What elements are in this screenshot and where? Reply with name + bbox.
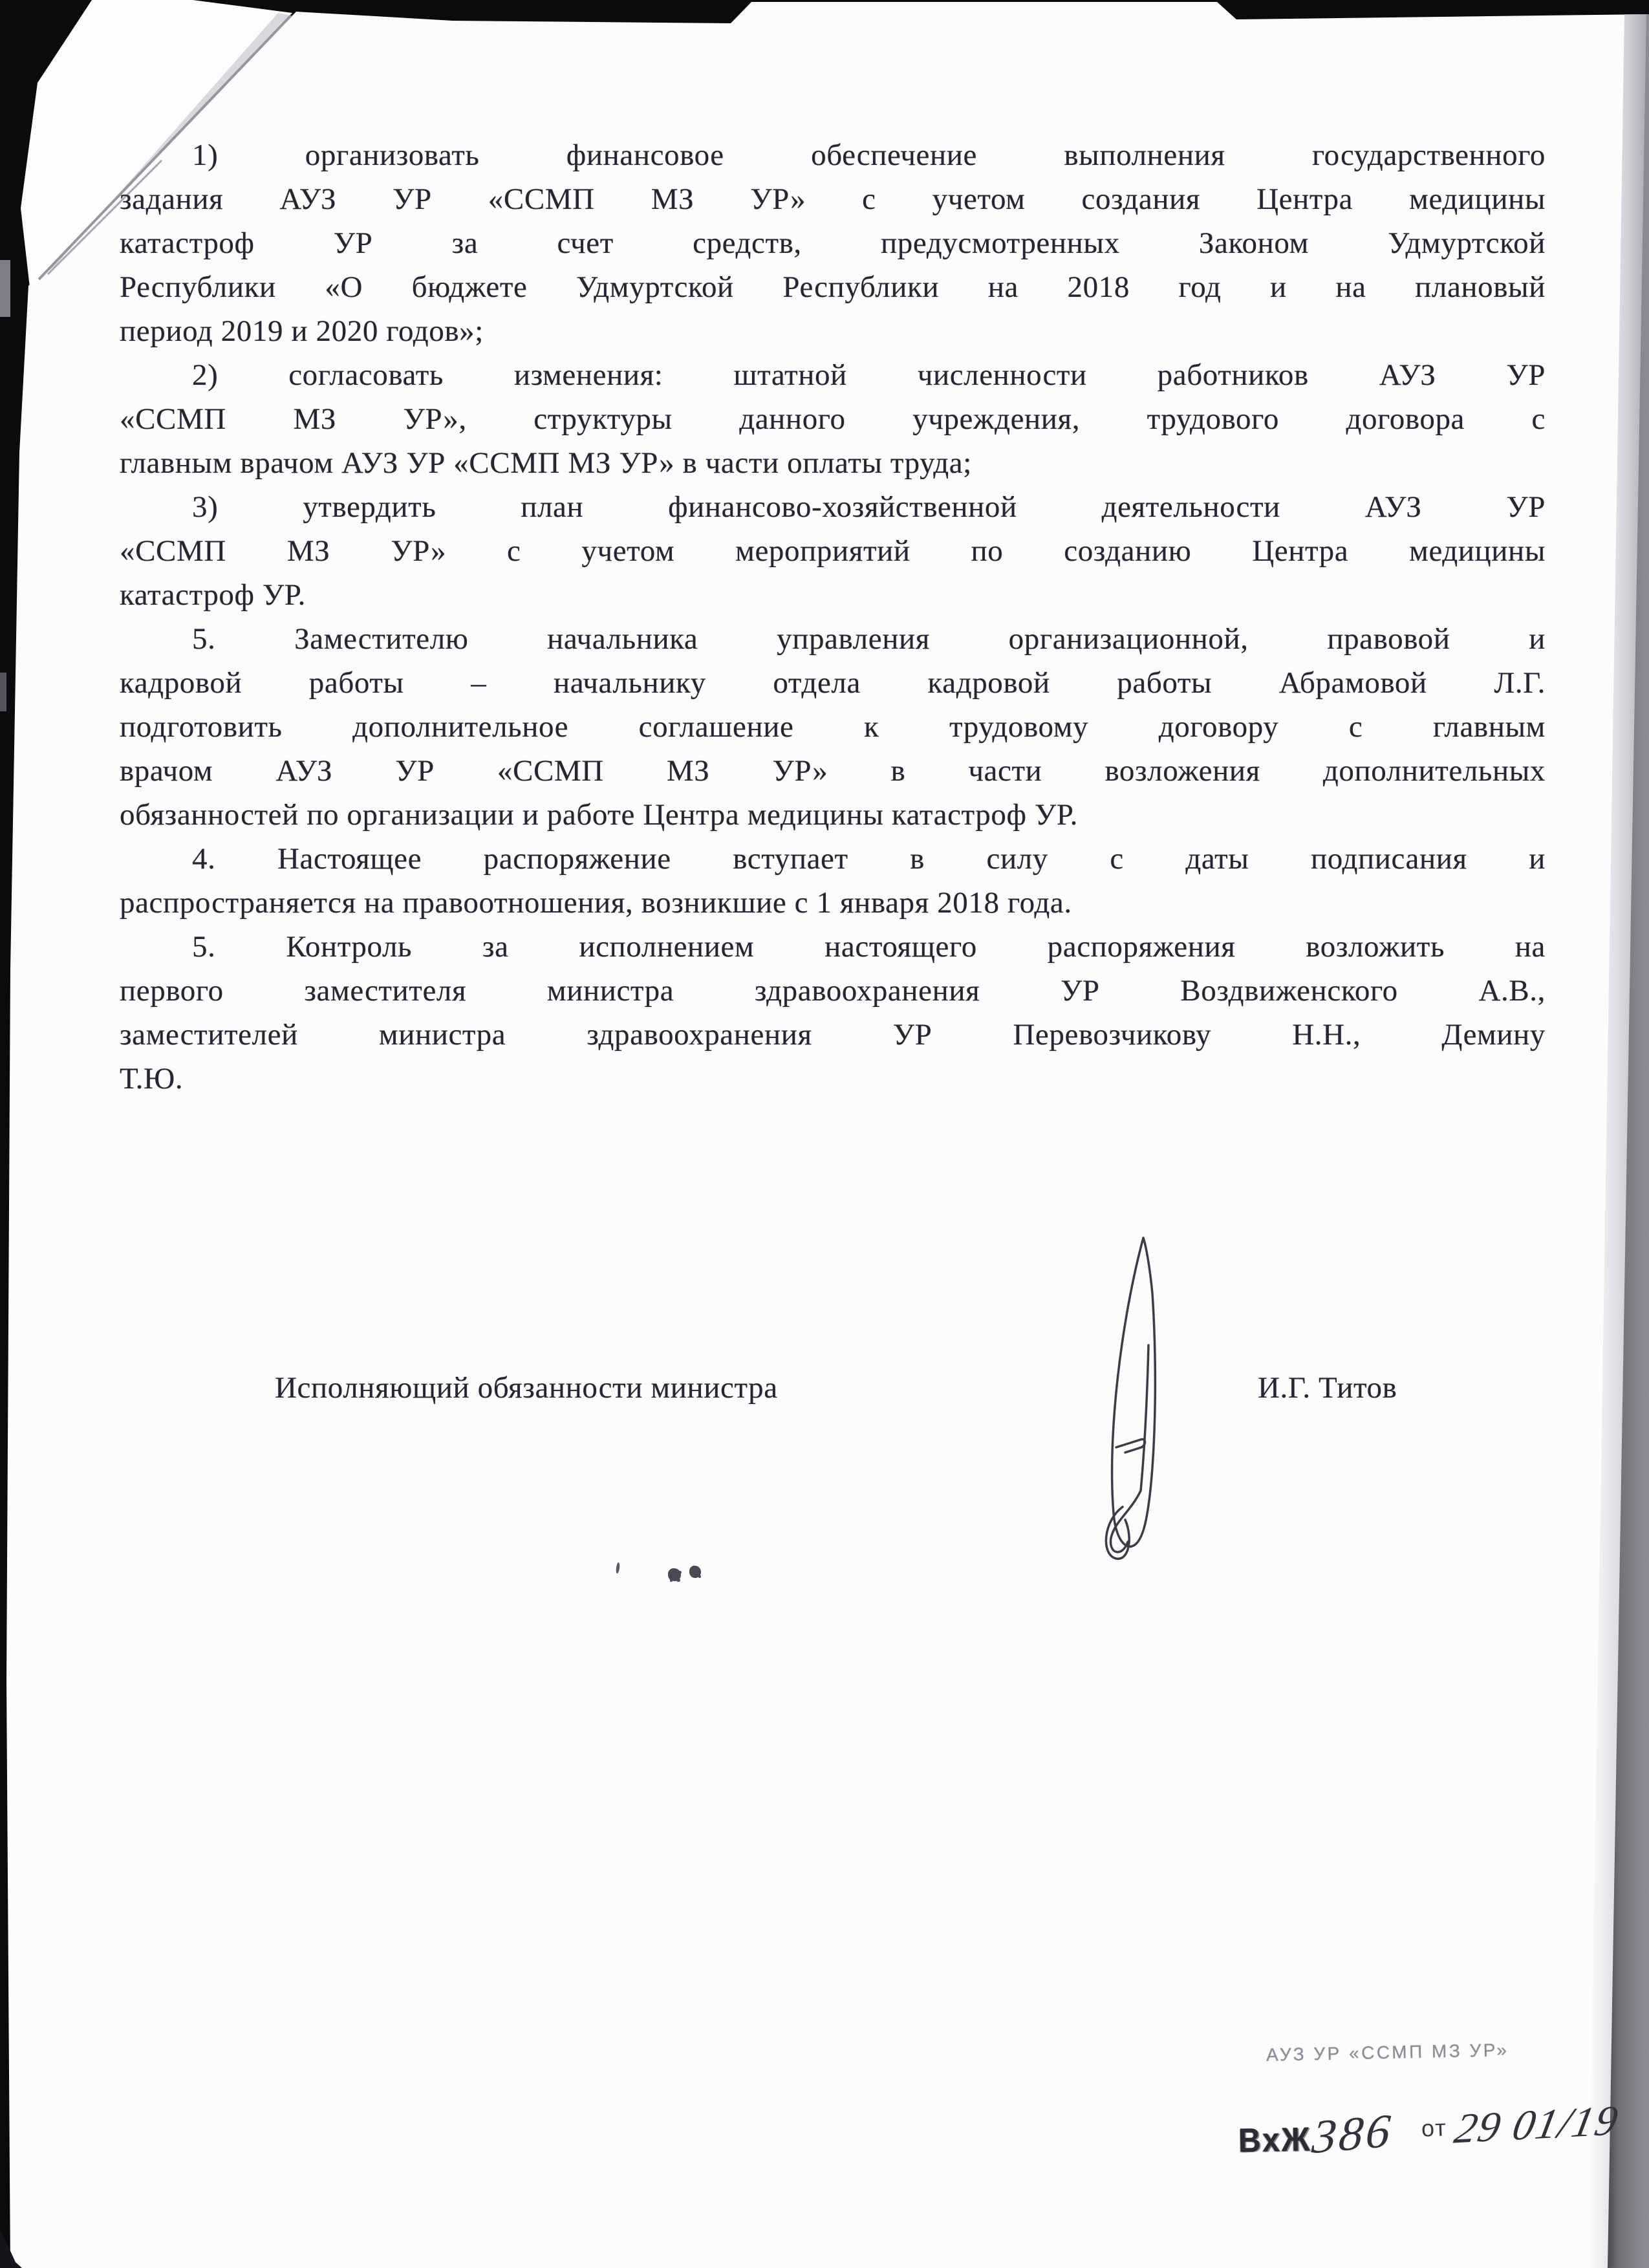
paragraph-line: 2) согласовать изменения: штатной численности работников АУЗ УР bbox=[192, 358, 1546, 392]
stamp-org-line: АУЗ УР «ССМП МЗ УР» bbox=[1266, 2040, 1509, 2065]
signature-stroke bbox=[1116, 1439, 1145, 1453]
paragraph-line: первого заместителя министра здравоохранения УР Воздвиженского А.В., bbox=[120, 974, 1546, 1008]
stamp-incoming-label: ВхЖ bbox=[1238, 2121, 1312, 2160]
paragraph-line: подготовить дополнительное соглашение к трудовому договору с главным bbox=[120, 710, 1546, 744]
paragraph-line: период 2019 и 2020 годов»; bbox=[120, 314, 484, 348]
paragraph-line: распространяется на правоотношения, возникшие с 1 января 2018 года. bbox=[120, 886, 1072, 920]
paragraph-line: заместителей министра здравоохранения УР Перевозчикову Н.Н., Демину bbox=[120, 1018, 1546, 1052]
paragraph-line: 3) утвердить план финансово-хозяйственной деятельности АУЗ УР bbox=[192, 490, 1546, 524]
paragraph-line: Т.Ю. bbox=[120, 1062, 184, 1096]
paragraph-line: 5. Заместителю начальника управления организационной, правовой и bbox=[192, 622, 1546, 656]
paragraph-line: катастроф УР за счет средств, предусмотренных Законом Удмуртской bbox=[120, 226, 1546, 260]
paragraph bbox=[120, 133, 1546, 353]
ink-speck bbox=[668, 1568, 681, 1581]
paragraph-line: «ССМП МЗ УР», структуры данного учреждения, трудового договора с bbox=[120, 402, 1546, 436]
document-body bbox=[120, 133, 1546, 1101]
paragraph-line: 5. Контроль за исполнением настоящего распоряжения возложить на bbox=[192, 930, 1546, 964]
paragraph-line: врачом АУЗ УР «ССМП МЗ УР» в части возложения дополнительных bbox=[120, 754, 1546, 788]
signature-stroke bbox=[1111, 1345, 1148, 1552]
left-scan-edge-patch bbox=[0, 260, 10, 317]
paragraph-line: катастроф УР. bbox=[120, 578, 307, 612]
paragraph-line: «ССМП МЗ УР» с учетом мероприятий по созданию Центра медицины bbox=[120, 534, 1546, 568]
paragraph bbox=[120, 837, 1546, 925]
paragraph bbox=[120, 617, 1546, 837]
paragraph-line: 1) организовать финансовое обеспечение выполнения государственного bbox=[192, 138, 1546, 172]
paragraph bbox=[120, 353, 1546, 485]
paragraph-line: главным врачом АУЗ УР «ССМП МЗ УР» в части оплаты труда; bbox=[120, 446, 972, 480]
paragraph-line: кадровой работы – начальнику отдела кадровой работы Абрамовой Л.Г. bbox=[120, 666, 1546, 700]
stamp-date: 29 01/19 bbox=[1450, 2097, 1623, 2153]
left-scan-edge-patch bbox=[0, 673, 6, 711]
stamp-incoming-number: 386 bbox=[1310, 2104, 1396, 2165]
signature-name: И.Г. Титов bbox=[1258, 1371, 1397, 1405]
paragraph-line: 4. Настоящее распоряжение вступает в силу с даты подписания и bbox=[192, 842, 1546, 876]
signature-stroke bbox=[1112, 1238, 1156, 1546]
signature-role: Исполняющий обязанности министра bbox=[275, 1371, 778, 1405]
handwritten-signature bbox=[1073, 1229, 1216, 1565]
paragraph bbox=[120, 485, 1546, 617]
paragraph-line: Республики «О бюджете Удмуртской Республики на 2018 год и на плановый bbox=[120, 270, 1546, 304]
stamp-from-label: от bbox=[1421, 2114, 1448, 2142]
paragraph-line: обязанностей по организации и работе Центра медицины катастроф УР. bbox=[120, 798, 1078, 832]
paragraph bbox=[120, 925, 1546, 1101]
paragraph-line: задания АУЗ УР «ССМП МЗ УР» с учетом создания Центра медицины bbox=[120, 182, 1546, 216]
ink-speck bbox=[689, 1566, 701, 1578]
